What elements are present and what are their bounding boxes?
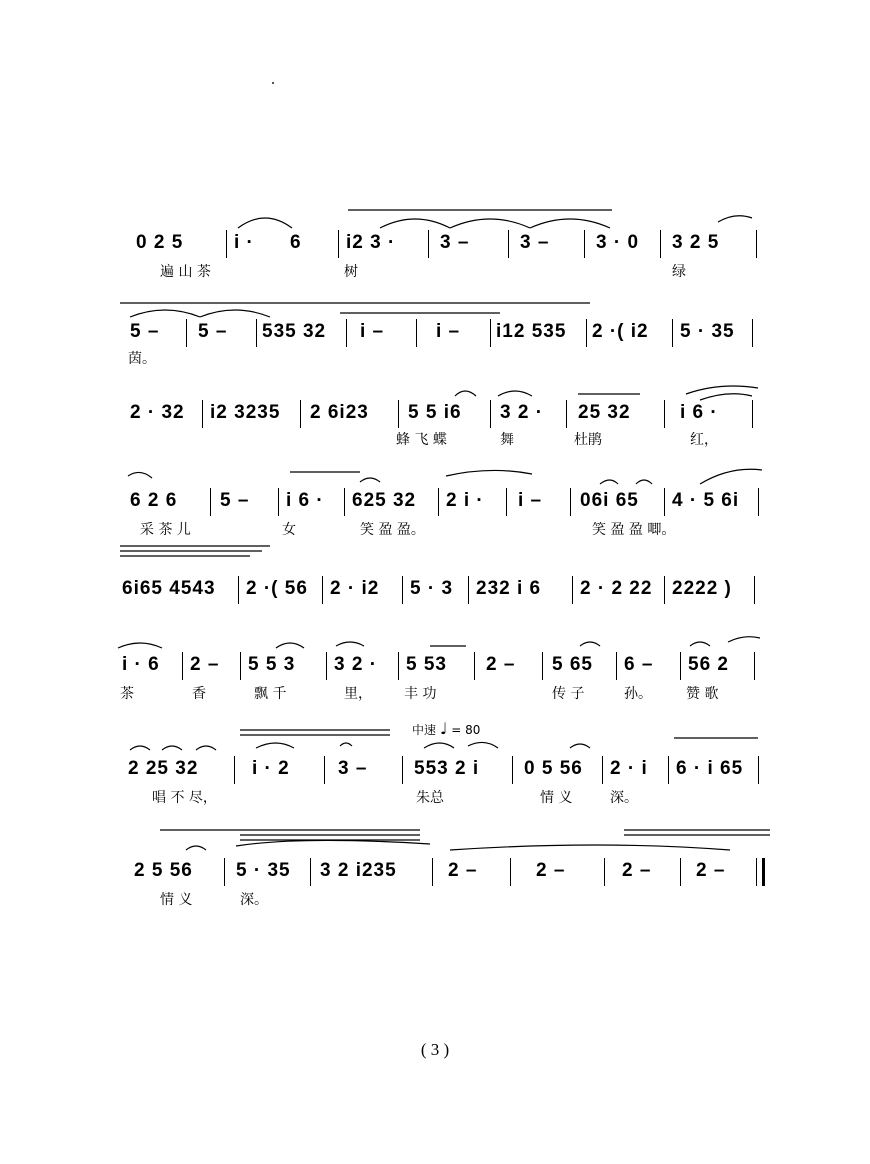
note-group: i –: [518, 490, 543, 511]
lyric: 丰 功: [404, 686, 437, 702]
note-group: 2 · 32: [130, 402, 185, 423]
barline: [322, 576, 323, 604]
barline: [182, 652, 183, 680]
lyric: 采 茶 儿: [140, 522, 191, 538]
note-group: 5 –: [198, 321, 228, 342]
note-group: 3 · 0: [596, 232, 640, 253]
barline: [210, 488, 211, 516]
note-group: 2 · i: [610, 758, 648, 779]
barline: [416, 319, 417, 347]
barline: [300, 400, 301, 428]
note-group: i · 2: [252, 758, 290, 779]
note-group: 3 2 ·: [334, 654, 378, 675]
note-group: 2 –: [622, 860, 652, 881]
lyric: 杜鹃: [574, 432, 602, 448]
note-group: 0 2 5: [136, 232, 184, 253]
barline: [278, 488, 279, 516]
note-group: 2 ·( 56: [246, 578, 308, 599]
barline: [186, 319, 187, 347]
note-group: 5 5 3: [248, 654, 296, 675]
note-group: 553 2 i: [414, 758, 480, 779]
note-group: 2 25 32: [128, 758, 199, 779]
barline: [474, 652, 475, 680]
lyric: 里，: [344, 686, 372, 702]
barline: [508, 230, 509, 258]
lyric: 情 义: [160, 892, 193, 908]
barline: [224, 858, 225, 886]
barline: [604, 858, 605, 886]
system-6: [0, 632, 870, 712]
note-group: 5 65: [552, 654, 593, 675]
system-2: [0, 295, 870, 370]
barline: [664, 576, 665, 604]
note-group: 5 53: [406, 654, 447, 675]
lyric: 笑 盈 盈 唧。: [592, 522, 676, 538]
barline: [506, 488, 507, 516]
barline: [752, 400, 753, 428]
barline: [672, 319, 673, 347]
lyric: 红，: [690, 432, 718, 448]
lyric: 传 子: [552, 686, 585, 702]
lyric: 树: [344, 264, 358, 280]
barline: [586, 319, 587, 347]
tempo-text: 中速: [412, 723, 437, 737]
note-group: 2 ·( i2: [592, 321, 649, 342]
lyric: 飘 千: [254, 686, 287, 702]
note-group: i 6 ·: [286, 490, 324, 511]
quarter-note-icon: ♩: [439, 719, 448, 738]
note-group: 2 –: [486, 654, 516, 675]
final-barline: [756, 858, 765, 886]
tempo-value: = 80: [451, 723, 481, 737]
note-group: i2 3 ·: [346, 232, 396, 253]
note-group: 2 6i23: [310, 402, 369, 423]
note-group: 535 32: [262, 321, 327, 342]
note-group: 6 2 6: [130, 490, 178, 511]
note-group: 625 32: [352, 490, 417, 511]
note-group: 3 2 5: [672, 232, 720, 253]
system-7: [0, 722, 870, 812]
note-group: 232 i 6: [476, 578, 542, 599]
barline: [256, 319, 257, 347]
note-group: 6i65 4543: [122, 578, 216, 599]
system-8-slurs: [0, 820, 870, 910]
note-group: 3 2 i235: [320, 860, 397, 881]
system-5: [0, 540, 870, 610]
barline: [566, 400, 567, 428]
note-group: 3 –: [440, 232, 470, 253]
note-group: 2 –: [190, 654, 220, 675]
note-group: 4 · 5 6i: [672, 490, 740, 511]
note-group: 2 –: [448, 860, 478, 881]
barline: [428, 230, 429, 258]
barline: [398, 400, 399, 428]
note-group: 5 –: [130, 321, 160, 342]
barline: [324, 756, 325, 784]
note-group: 6: [290, 232, 302, 253]
barline: [344, 488, 345, 516]
barline: [238, 576, 239, 604]
barline: [756, 230, 757, 258]
note-group: 56 2: [688, 654, 729, 675]
barline: [346, 319, 347, 347]
barline: [754, 652, 755, 680]
barline: [664, 400, 665, 428]
barline: [202, 400, 203, 428]
barline: [664, 488, 665, 516]
lyric: 舞: [500, 432, 514, 448]
system-1: [0, 200, 870, 290]
page-number: ( 3 ): [420, 1040, 450, 1059]
system-8: [0, 820, 870, 910]
barline: [512, 756, 513, 784]
note-group: 3 –: [520, 232, 550, 253]
barline: [542, 652, 543, 680]
note-group: 2 5 56: [134, 860, 193, 881]
lyric: 情 义: [540, 790, 573, 806]
note-group: 2 –: [536, 860, 566, 881]
stray-dot: [272, 82, 274, 84]
note-group: 5 · 35: [236, 860, 291, 881]
barline: [490, 319, 491, 347]
lyric: 茵。: [128, 351, 156, 367]
note-group: i2 3235: [210, 402, 281, 423]
note-group: 6 –: [624, 654, 654, 675]
note-group: 06i 65: [580, 490, 639, 511]
note-group: 5 –: [220, 490, 250, 511]
lyric: 笑 盈 盈。: [360, 522, 425, 538]
lyric: 女: [282, 522, 296, 538]
lyric: 深。: [240, 892, 268, 908]
barline: [680, 858, 681, 886]
note-group: 2 · i2: [330, 578, 380, 599]
barline: [510, 858, 511, 886]
barline: [660, 230, 661, 258]
note-group: 5 · 35: [680, 321, 735, 342]
note-group: i –: [360, 321, 385, 342]
note-group: 6 · i 65: [676, 758, 744, 779]
note-group: 2 i ·: [446, 490, 484, 511]
note-group: 25 32: [578, 402, 631, 423]
barline: [326, 652, 327, 680]
barline: [754, 576, 755, 604]
note-group: i · 6: [122, 654, 160, 675]
barline: [234, 756, 235, 784]
barline: [398, 652, 399, 680]
note-group: i12 535: [496, 321, 567, 342]
note-group: 5 · 3: [410, 578, 454, 599]
lyric: 赞 歌: [686, 686, 719, 702]
barline: [310, 858, 311, 886]
barline: [584, 230, 585, 258]
system-4: [0, 462, 870, 542]
lyric: 绿: [672, 264, 686, 280]
barline: [570, 488, 571, 516]
barline: [402, 576, 403, 604]
barline: [438, 488, 439, 516]
barline: [402, 756, 403, 784]
barline: [616, 652, 617, 680]
barline: [226, 230, 227, 258]
barline: [752, 319, 753, 347]
lyric: 香: [192, 686, 206, 702]
note-group: i 6 ·: [680, 402, 718, 423]
lyric: 蜂 飞 蝶: [396, 432, 447, 448]
barline: [338, 230, 339, 258]
lyric: 遍 山 茶: [160, 264, 211, 280]
system-1-slurs: [0, 200, 870, 290]
barline: [468, 576, 469, 604]
barline: [432, 858, 433, 886]
note-group: 5 5 i6: [408, 402, 462, 423]
note-group: 0 5 56: [524, 758, 583, 779]
barline: [680, 652, 681, 680]
system-3: [0, 380, 870, 460]
barline: [240, 652, 241, 680]
note-group: 2222 ): [672, 578, 732, 599]
note-group: i ·: [234, 232, 254, 253]
barline: [668, 756, 669, 784]
lyric: 唱 不 尽，: [152, 790, 217, 806]
lyric: 孙。: [624, 686, 652, 702]
barline: [758, 756, 759, 784]
lyric: 朱总: [416, 790, 444, 806]
barline: [490, 400, 491, 428]
note-group: 3 –: [338, 758, 368, 779]
note-group: 3 2 ·: [500, 402, 544, 423]
note-group: 2 –: [696, 860, 726, 881]
lyric: 深。: [610, 790, 638, 806]
lyric: 茶: [120, 686, 134, 702]
barline: [602, 756, 603, 784]
barline: [572, 576, 573, 604]
barline: [758, 488, 759, 516]
note-group: 2 · 2 22: [580, 578, 653, 599]
note-group: i –: [436, 321, 461, 342]
